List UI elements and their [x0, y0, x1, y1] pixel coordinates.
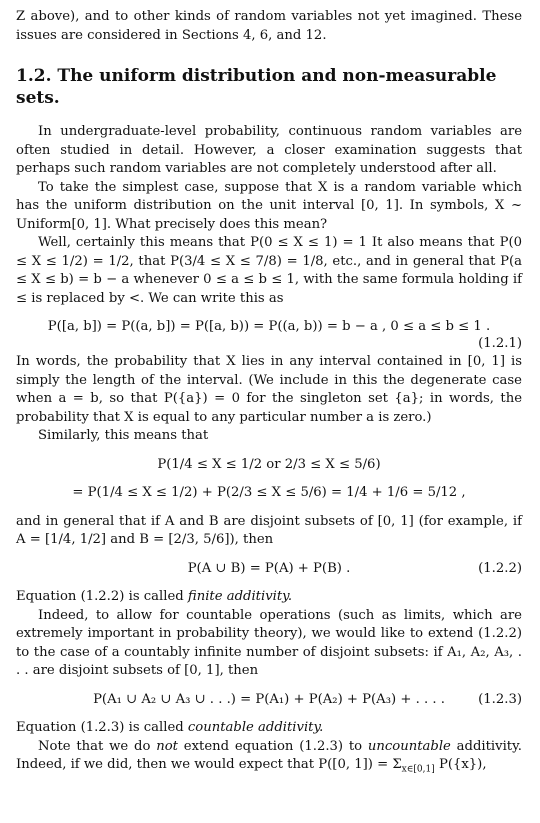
equation-1-2-2-number: (1.2.2)	[478, 560, 522, 576]
paragraph-8: Indeed, to allow for countable operations (such as limits, which are extremely important in probability theory), we would like to extend (1.2.2) to the case of a countably infinite number of disjoint subsets: if A₁, A₂, A₃, . . . are disjoint subsets of [0, 1], then	[16, 607, 522, 678]
paragraph-10-c: additivity. Indeed, if we did, then we would expect that P([0, 1]) = Σ	[16, 738, 523, 772]
paragraph-10	[16, 738, 522, 780]
paragraph-10-a: Note that we do	[38, 738, 157, 754]
equation-or-body: P(1/4 ≤ X ≤ 1/2 or 2/3 ≤ X ≤ 5/6)	[157, 456, 381, 472]
paragraph-5: Similarly, this means that	[38, 428, 209, 443]
paragraph-2: To take the simplest case, suppose that X is a random variable which has the uniform distribution on the unit interval [0, 1]. In symbols, X ~ Uniform[0, 1]. What precisely does this mean?	[16, 179, 522, 232]
paragraph-9	[16, 719, 522, 738]
emph-uncountable: uncountable	[367, 738, 451, 754]
equation-1-2-1	[16, 318, 522, 337]
paragraph-10-b: extend equation (1.2.3) to	[177, 738, 368, 754]
equation-or-body-2: = P(1/4 ≤ X ≤ 1/2) + P(2/3 ≤ X ≤ 5/6) = 1/4 + 1/6 = 5/12 ,	[72, 485, 466, 500]
equation-1-2-2-body: P(A ∪ B) = P(A) + P(B) .	[187, 560, 351, 576]
paragraph-1: In undergraduate-level probability, continuous random variables are often studied in detail. However, a closer examination suggests that perhaps such random variables are not completely understood after all.	[16, 124, 522, 176]
paragraph-10-d: P({x}),	[434, 757, 487, 772]
term-countable-additivity: countable additivity.	[187, 720, 324, 735]
paragraph-9-text: Equation (1.2.3) is called	[16, 720, 188, 735]
equation-1-2-1-number: (1.2.1)	[478, 335, 522, 351]
equation-or-line	[16, 456, 522, 475]
equation-1-2-3	[16, 691, 522, 710]
paragraph-7	[16, 588, 522, 607]
equation-or-line-2	[16, 484, 522, 503]
paragraph-3: Well, certainly this means that P(0 ≤ X ≤ 1) = 1 It also means that P(0 ≤ X ≤ 1/2) = 1/2, that P(3/4 ≤ X ≤ 7/8) = 1/8, etc., and in general that P(a ≤ X ≤ b) = b − a whenever 0 ≤ a ≤ b ≤ 1, with the same formula holding if ≤ is replaced by <. We can write this as	[16, 235, 522, 306]
section-heading: 1.2. The uniform distribution and non-measurable sets.	[16, 66, 497, 108]
emph-not: not	[156, 738, 178, 754]
paragraph-4: In words, the probability that X lies in any interval contained in [0, 1] is simply the length of the interval. (We include in this the degenerate case when a = b, so that P({a}) = 0 for the singleton set {a}; in words, the probability that X is equal to any particular number a is zero.)	[16, 354, 522, 425]
paragraph-6: and in general that if A and B are disjoint subsets of [0, 1] (for example, if A = [1/4, 1/2] and B = [2/3, 5/6]), then	[16, 513, 522, 547]
sum-subscript: x∈[0,1]	[401, 764, 435, 775]
equation-1-2-3-number: (1.2.3)	[478, 691, 522, 707]
paragraph-7-text: Equation (1.2.2) is called	[16, 589, 188, 604]
equation-1-2-3-body: P(A₁ ∪ A₂ ∪ A₃ ∪ . . .) = P(A₁) + P(A₂) + P(A₃) + . . . .	[93, 691, 445, 707]
equation-1-2-1-body: P([a, b]) = P((a, b]) = P([a, b)) = P((a, b)) = b − a , 0 ≤ a ≤ b ≤ 1 .	[47, 319, 491, 334]
term-finite-additivity: finite additivity.	[187, 589, 293, 604]
equation-1-2-2	[16, 560, 522, 579]
paragraph-intro: Z above), and to other kinds of random variables not yet imagined. These issues are considered in Sections 4, 6, and 12.	[16, 9, 522, 43]
